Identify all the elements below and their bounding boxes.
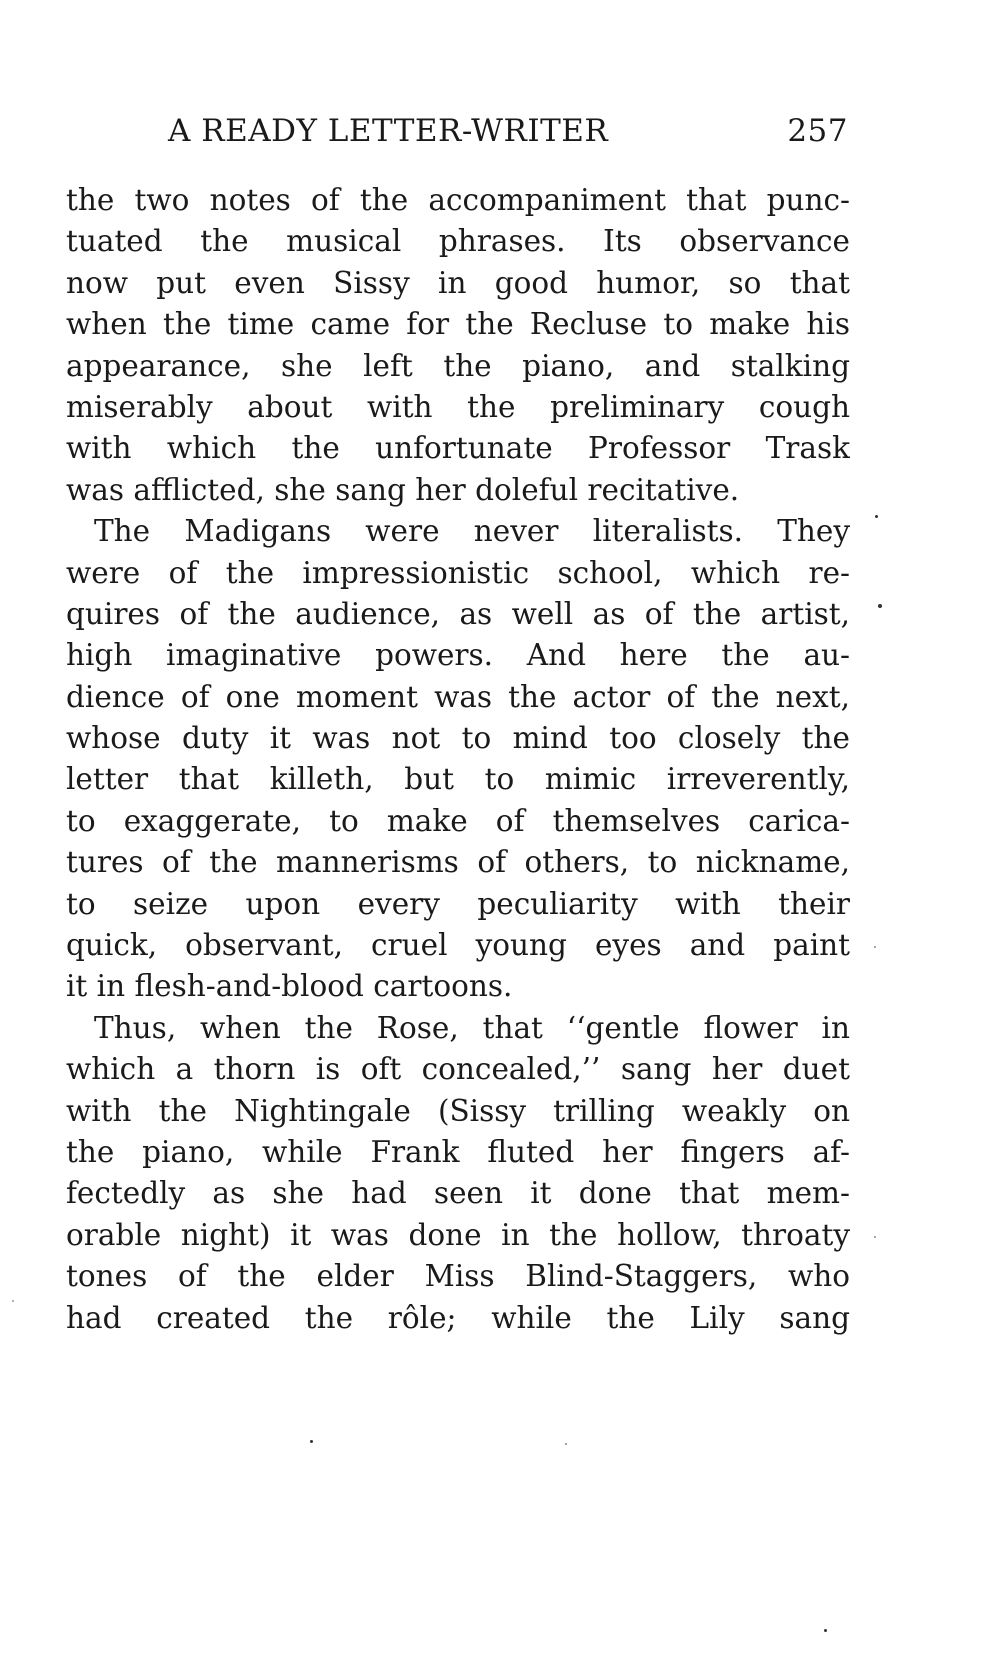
text-line: quires of the audience, as well as of the artist, (66, 596, 850, 631)
text-line: tuated the musical phrases. Its observance (66, 224, 850, 259)
text-line: with which the unfortunate Professor Trask (66, 431, 850, 466)
body-text (66, 180, 850, 1339)
text-line: orable night) it was done in the hollow, throaty (66, 1217, 850, 1252)
scan-speck (310, 1440, 313, 1443)
text-line: miserably about with the preliminary cough (66, 389, 850, 424)
text-line: with the Nightingale (Sissy trilling weakly on (66, 1093, 850, 1128)
text-line: to exaggerate, to make of themselves carica- (66, 803, 850, 838)
running-head (168, 113, 848, 157)
text-line: was afflicted, she sang her doleful recitative. (66, 472, 740, 507)
text-line: now put even Sissy in good humor, so that (66, 265, 850, 300)
scan-speck (824, 1629, 827, 1632)
text-line: tures of the mannerisms of others, to nickname, (66, 845, 850, 880)
text-line: had created the rôle; while the Lily sang (66, 1300, 850, 1335)
text-line: which a thorn is oft concealed,’’ sang her duet (66, 1052, 850, 1087)
scan-speck (878, 604, 882, 608)
text-line: high imaginative powers. And here the au- (66, 638, 850, 673)
text-line: whose duty it was not to mind too closely the (66, 721, 850, 756)
text-line: it in flesh-and-blood cartoons. (66, 969, 513, 1004)
scan-speck (874, 946, 876, 948)
paragraph-first-line: Thus, when the Rose, that ‘‘gentle flower in (94, 1010, 850, 1045)
scan-speck (875, 515, 878, 518)
page-number: 257 (787, 113, 848, 149)
text-line: tones of the elder Miss Blind-Staggers, who (66, 1259, 850, 1294)
text-line: the two notes of the accompaniment that punc- (66, 183, 850, 217)
text-line: to seize upon every peculiarity with their (66, 886, 850, 921)
text-line: were of the impressionistic school, which re- (66, 555, 850, 590)
running-title: A READY LETTER-WRITER (168, 113, 609, 149)
text-line: dience of one moment was the actor of the next, (66, 679, 850, 714)
paragraph-first-line: The Madigans were never literalists. They (94, 514, 850, 549)
text-line: appearance, she left the piano, and stalking (66, 348, 850, 383)
scan-speck (12, 1300, 14, 1302)
scan-speck (565, 1443, 567, 1445)
text-line: letter that killeth, but to mimic irreverently, (66, 762, 850, 797)
text-line: when the time came for the Recluse to make his (66, 307, 850, 342)
text-line: fectedly as she had seen it done that mem- (66, 1176, 850, 1211)
scan-speck (874, 1236, 876, 1238)
text-line: the piano, while Frank fluted her fingers af- (66, 1134, 850, 1169)
text-line: quick, observant, cruel young eyes and paint (66, 928, 850, 963)
